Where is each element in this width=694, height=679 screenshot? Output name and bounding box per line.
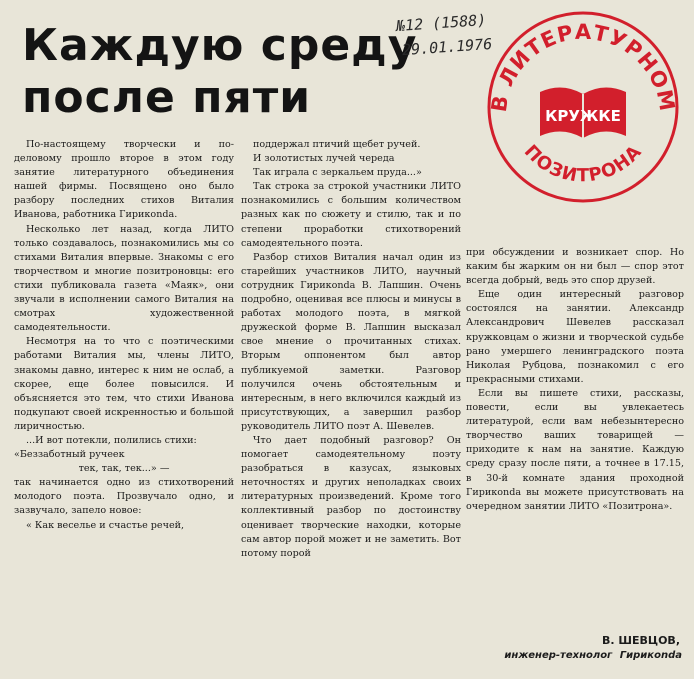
poem-line: И золотистых лучей череда <box>253 153 395 165</box>
paragraph: Несколько лет назад, когда ЛИТО только создавалось, познакомились мы со стихами Виталия впервые. Знакомы с его творчеством и многие позитроновцы: его стихи публиковала газета «Маяк», они звучали в исполнении самого Виталия на смотрах художественной самодеятельности. <box>14 223 234 334</box>
handwritten-issue: №12 (1588) <box>395 10 487 36</box>
seal-bottom-text: ПОЗИТРОНА <box>519 141 647 187</box>
poem-line: тек, так, тек...» — <box>78 463 170 475</box>
paragraph: По-настоящему творчески и по-деловому прошло второе в этом году занятие литературного объединения нашей фирмы. Посвящено оно было разбору последних стихов Виталия Иванова, работника Гирикonda. <box>14 139 234 221</box>
headline <box>22 20 417 124</box>
article-column-2 <box>241 138 461 660</box>
paragraph: Что дает подобный разговор? Он помогает самодеятельному поэту разобраться в казусах, языковых неточностях и других неполадках своих литературных произведений. Кроме того коллективный разбор по достоинству оценивает творческие находки, которые сам автор порой может и не заметить. Вот потому порой <box>241 434 461 559</box>
paragraph: Так строка за строкой участники ЛИТО познакомились с большим количеством разных как по сюжету и стилю, так и по степени проработки стихотворений самодеятельного поэта. <box>241 181 461 249</box>
article-column-1 <box>14 138 234 660</box>
paragraph: Еще один интересный разговор состоялся на занятии. Александр Александрович Шевелев рассказал кружковцам о жизни и творческой судьбе рано умершего ленинградского поэта Николая Рубцова, познакомил с его прекрасными стихами. <box>466 289 684 385</box>
paragraph: при обсуждении и возникает спор. Но каким бы жарким он ни был — спор этот всегда добрый, ведь это спор друзей. <box>466 247 684 287</box>
paragraph: Если вы пишете стихи, рассказы, повести, если вы увлекаетесь литературой, если вам небезынтересно творчество ваших товарищей — приходите к нам на занятие. Каждую среду сразу после пяти, а точнее в 17.15, в 30-й комнате здания проходной Гирикonda вы можете присутствовать на очередном занятии ЛИТО «Позитрона». <box>466 387 684 512</box>
poem-line: Так играла с зеркальем пруда...» <box>253 167 422 179</box>
handwritten-date: 29.01.1976 <box>401 34 493 60</box>
seal-book-label: КРУЖКЕ <box>545 107 621 125</box>
author-role: инженер-технолог Гирикonda <box>504 650 682 661</box>
paragraph: ...И вот потекли, полились стихи: <box>26 434 197 446</box>
paragraph: так начинается одно из стихотворений молодого поэта. Прозвучало одно, и зазвучало, запело новое: <box>14 477 234 517</box>
poem-line: поддержал птичий щебет ручей. <box>253 139 421 150</box>
headline-line-1: Каждую среду <box>22 20 418 71</box>
headline-line-2: после пяти <box>22 72 312 123</box>
article-column-3 <box>466 246 684 646</box>
svg-text:ПОЗИТРОНА <box>520 141 646 186</box>
author-name: В. ШЕВЦОВ, <box>602 634 680 647</box>
literary-circle-seal <box>484 8 682 206</box>
poem-line: « Как веселье и счастье речей, <box>26 519 185 531</box>
poem-line: «Беззаботный ручеек <box>14 449 125 461</box>
paragraph: Разбор стихов Виталия начал один из старейших участников ЛИТО, научный сотрудник Гирикonda В. Лапшин. Очень подробно, оценивая все плюсы и минусы в работах молодого поэта, в мягкой дружеской форме В. Лапшин высказал свое мнение о прочитанных стихах. Вторым оппонентом был автор публикуемой заметки. Разговор получился очень обстоятельным и интересным, в него включился каждый из присутствующих, а завершил разбор руководитель ЛИТО поэт А. Шевелев. <box>241 251 461 432</box>
paragraph: Несмотря на то что с поэтическими работами Виталия мы, члены ЛИТО, знакомы давно, интерес к ним не ослаб, а скорее, еще более повысился. И объясняется это тем, что стихи Иванова подкупают своей искренностью и большой лиричностью. <box>14 336 234 432</box>
seal-arc-text: В ЛИТЕРАТУРНОМ <box>486 19 680 114</box>
